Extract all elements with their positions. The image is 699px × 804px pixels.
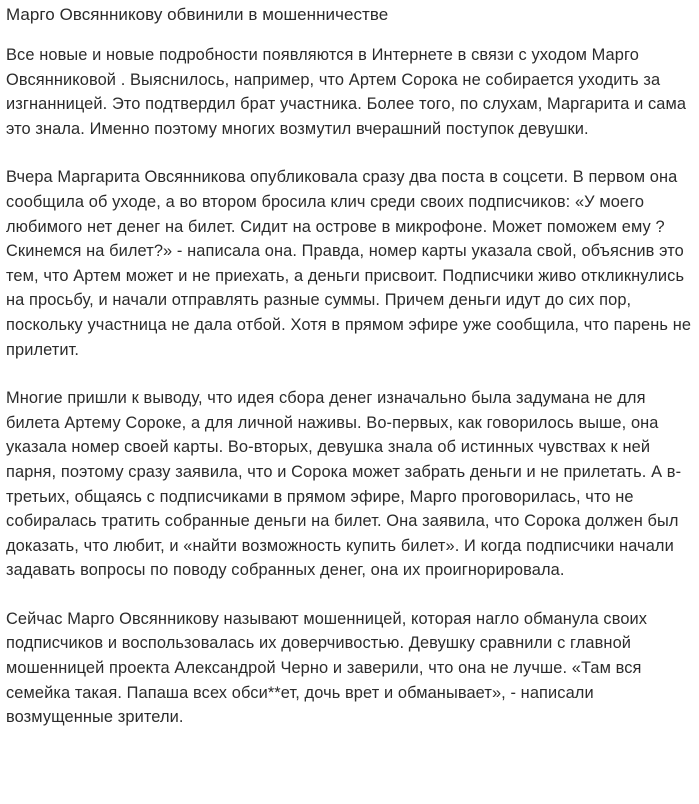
article-paragraph-1: Все новые и новые подробности появляются в Интернете в связи с уходом Марго Овсянниковой . Выяснилось, например, что Артем Сорока не собирается уходить за изгнанницей. Это подтвердил брат участника. Более того, по слухам, Маргарита и сама это знала. Именно поэтому многих возмутил вчерашний поступок девушки. xyxy=(6,46,687,138)
article-paragraph-2: Вчера Маргарита Овсянникова опубликовала сразу два поста в соцсети. В первом она сообщила об уходе, а во втором бросила клич среди своих подписчиков: «У моего любимого нет денег на билет. Сидит на острове в микрофоне. Может поможем ему ? Скинемся на билет?» - написала она. Правда, номер карты указала свой, объяснив это тем, что Артем может и не приехать, а деньги присвоит. Подписчики живо откликнулись на просьбу, и начали отправлять разные суммы. Причем деньги идут до сих пор, поскольку участница не дала отбой. Хотя в прямом эфире уже сообщила, что парень не прилетит. xyxy=(6,168,692,359)
article xyxy=(6,0,694,730)
article-paragraph-4: Сейчас Марго Овсянникову называют мошенницей, которая нагло обманула своих подписчиков и воспользовалась их доверчивостью. Девушку сравнили с главной мошенницей проекта Александрой Черно и заверили, что она не лучше. «Там вся семейка такая. Папаша всех обси**ет, дочь врет и обманывает», - написали возмущенные зрители. xyxy=(6,609,648,727)
article-title: Марго Овсянникову обвинили в мошенничестве xyxy=(6,5,389,24)
article-paragraph-3: Многие пришли к выводу, что идея сбора денег изначально была задумана не для билета Артему Сороке, а для личной наживы. Во-первых, как говорилось выше, она указала номер своей карты. Во-вторых, девушка знала об истинных чувствах к ней парня, поэтому сразу заявила, что и Сорока может забрать деньги и не прилетать. А в-третьих, общаясь с подписчиками в прямом эфире, Марго проговорилась, что не собиралась тратить собранные деньги на билет. Она заявила, что Сорока должен был доказать, что любит, и «найти возможность купить билет». И когда подписчики начали задавать вопросы по поводу собранных денег, она их проигнорировала. xyxy=(6,389,682,580)
